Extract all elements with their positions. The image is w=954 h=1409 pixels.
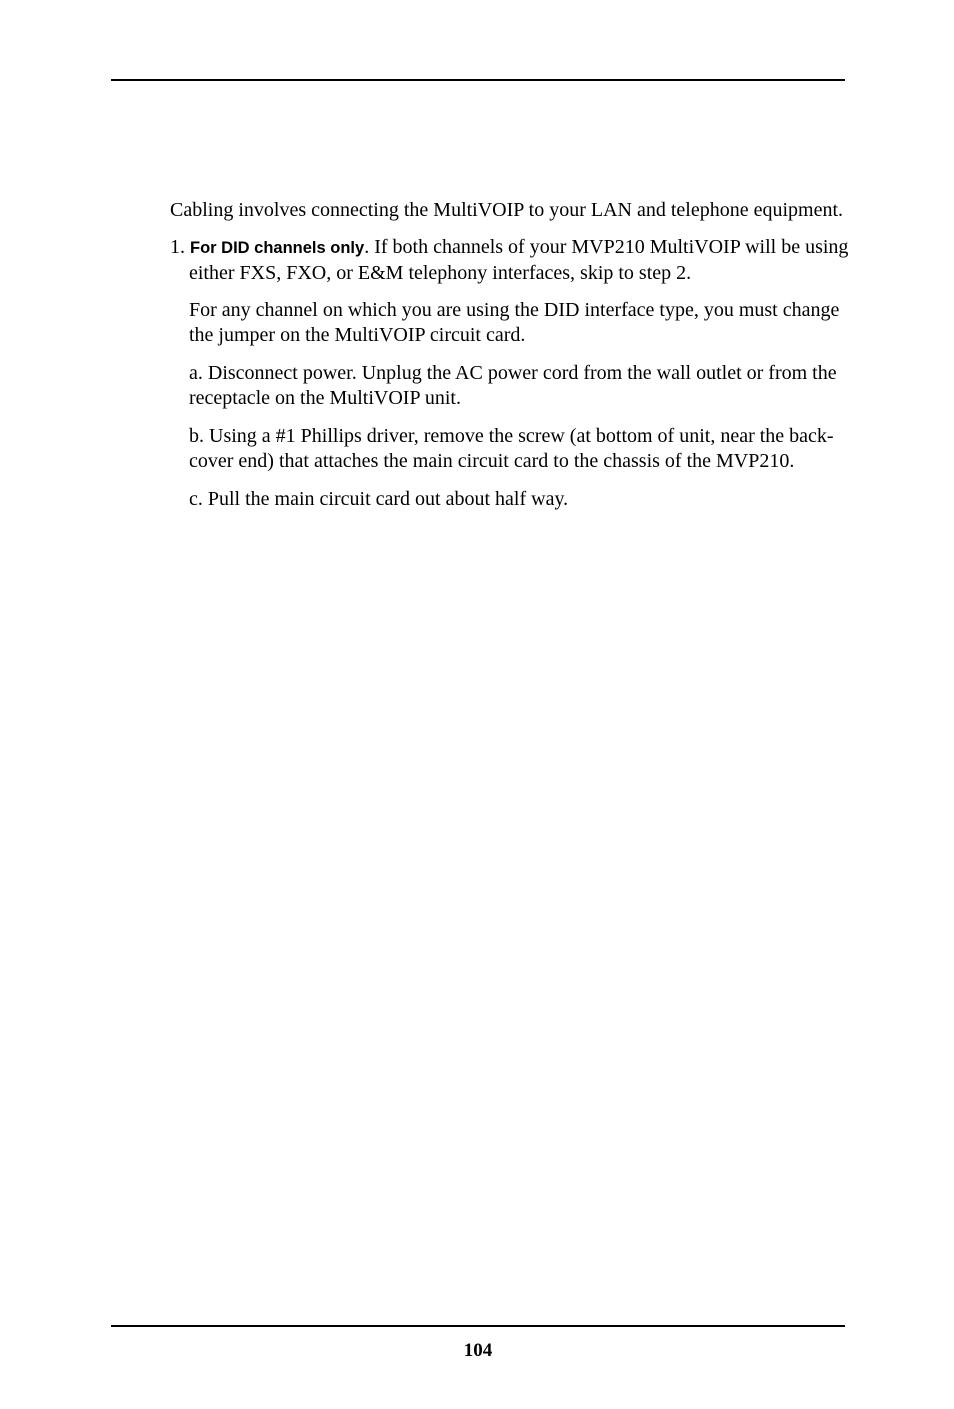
substep-b: b. Using a #1 Phillips driver, remove the screw (at bottom of unit, near the back-cover end) that attaches the main circuit card to the chassis of the MVP210. xyxy=(189,424,834,472)
footer-rule xyxy=(111,1325,845,1327)
step-1 xyxy=(170,235,850,287)
did-paragraph: For any channel on which you are using the DID interface type, you must change the jumper on the MultiVOIP circuit card. xyxy=(189,298,840,346)
step-1-number: 1. xyxy=(170,235,185,258)
step-1-label: For DID channels only xyxy=(190,238,365,257)
header-rule xyxy=(111,79,845,81)
intro-paragraph: Cabling involves connecting the MultiVOIP to your LAN and telephone equipment. xyxy=(170,199,844,221)
page-number: 104 xyxy=(463,1340,493,1361)
step-1-text: . If both channels of your MVP210 MultiVOIP will be using either FXS, FXO, or E&M telephony interfaces, skip to step 2. xyxy=(189,235,849,284)
page-content xyxy=(170,198,850,524)
substep-a: a. Disconnect power. Unplug the AC power cord from the wall outlet or from the receptacle on the MultiVOIP unit. xyxy=(189,361,837,409)
substep-c: c. Pull the main circuit card out about half way. xyxy=(189,487,569,510)
